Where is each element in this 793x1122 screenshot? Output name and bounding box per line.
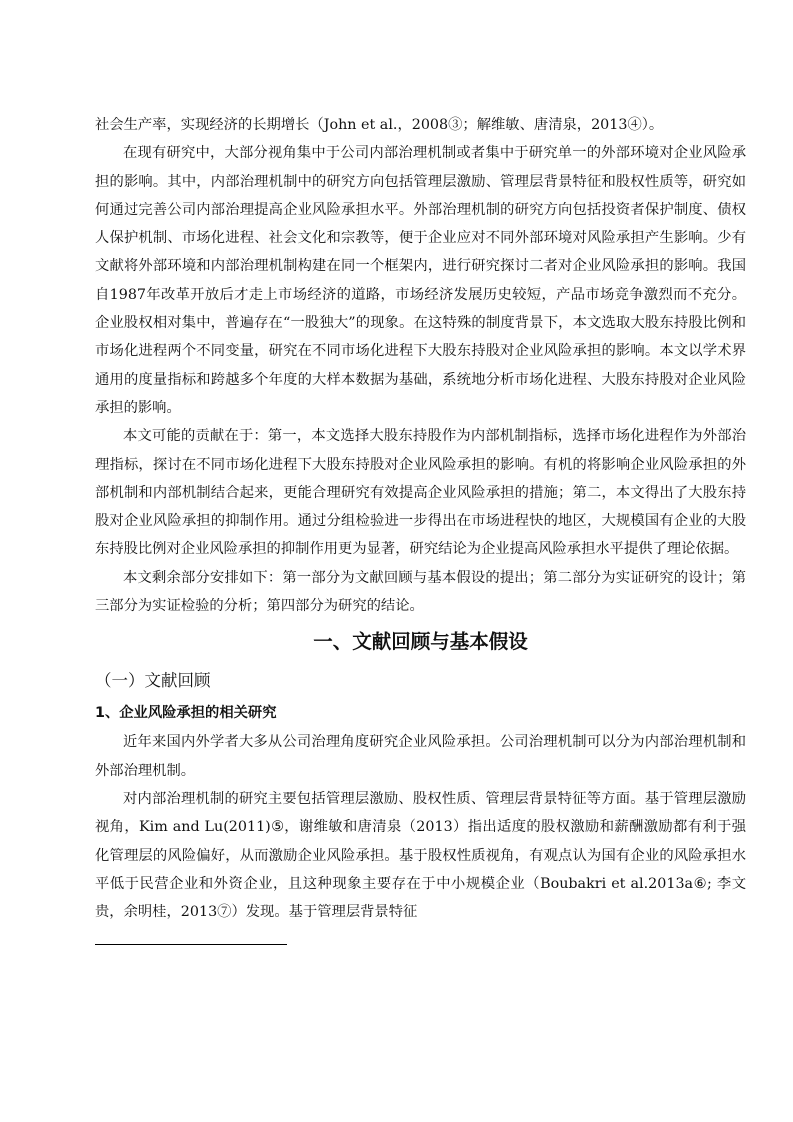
paragraph-structure: 本文剩余部分安排如下：第一部分为文献回顾与基本假设的提出；第二部分为实证研究的设计；第三部分为实证检验的分析；第四部分为研究的结论。 bbox=[95, 569, 746, 615]
document-body bbox=[95, 111, 746, 926]
paragraph-continuation: 社会生产率，实现经济的长期增长（John et al.，2008③；解维敏、唐清泉，2013④）。 bbox=[95, 117, 664, 133]
section-heading: 一、文献回顾与基本假设 bbox=[313, 630, 528, 654]
paragraph-governance-intro: 近年来国内外学者大多从公司治理角度研究企业风险承担。公司治理机制可以分为内部治理机制和外部治理机制。 bbox=[95, 734, 746, 779]
paragraph-internal-governance: 对内部治理机制的研究主要包括管理层激励、股权性质、管理层背景特征等方面。基于管理层激励视角，Kim and Lu(2011)⑤，谢维敏和唐清泉（2013）指出适度的股权激励和薪酬激励都有利于强化管理层的风险偏好，从而激励企业风险承担。基于股权性质视角，有观点认为国有企业的风险承担水平低于民营企业和外资企业，且这种现象主要存在于中小规模企业（Boubakri et al.2013a⑥; 李文贵，余明桂，2013⑦）发现。基于管理层背景特征 bbox=[95, 790, 746, 921]
paragraph-contribution: 本文可能的贡献在于：第一，本文选择大股东持股作为内部机制指标，选择市场化进程作为外部治理指标，探讨在不同市场化进程下大股东持股对企业风险承担的影响。有机的将影响企业风险承担的外部机制和内部机制结合起来，更能合理研究有效提高企业风险承担的措施；第二，本文得出了大股东持股对企业风险承担的抑制作用。通过分组检验进一步得出在市场进程快的地区，大规模国有企业的大股东持股比例对企业风险承担的抑制作用更为显著，研究结论为企业提高风险承担水平提供了理论依据。 bbox=[95, 428, 746, 558]
subsubsection-heading: 1、企业风险承担的相关研究 bbox=[95, 705, 277, 722]
subsection-heading: （一）文献回顾 bbox=[95, 671, 211, 691]
paragraph-research-perspective: 在现有研究中，大部分视角集中于公司内部治理机制或者集中于研究单一的外部环境对企业风险承担的影响。其中，内部治理机制中的研究方向包括管理层激励、管理层背景特征和股权性质等，研究如何通过完善公司内部治理提高企业风险承担水平。外部治理机制的研究方向包括投资者保护制度、债权人保护机制、市场化进程、社会文化和宗教等，便于企业应对不同外部环境对风险承担产生影响。少有文献将外部环境和内部治理机制构建在同一个框架内，进行研究探讨二者对企业风险承担的影响。我国自1987年改革开放后才走上市场经济的道路，市场经济发展历史较短，产品市场竞争激烈而不充分。企业股权相对集中，普遍存在“一股独大”的现象。在这特殊的制度背景下，本文选取大股东持股比例和市场化进程两个不同变量，研究在不同市场化进程下大股东持股对企业风险承担的影响。本文以学术界通用的度量指标和跨越多个年度的大样本数据为基础，系统地分析市场化进程、大股东持股对企业风险承担的影响。 bbox=[95, 145, 746, 416]
footnote-separator bbox=[95, 944, 287, 945]
